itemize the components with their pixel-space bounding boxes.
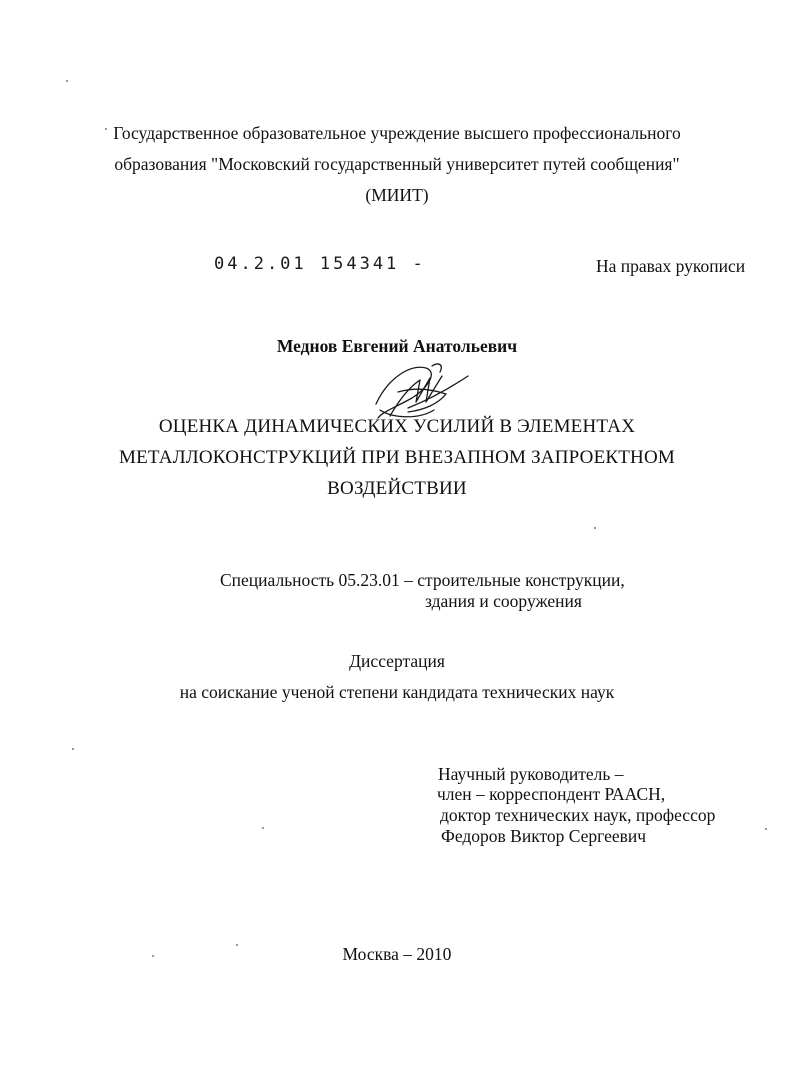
- scan-speck: [152, 955, 154, 957]
- institution-abbreviation: (МИИТ): [365, 185, 429, 205]
- supervisor-name: Федоров Виктор Сергеевич: [441, 826, 647, 846]
- institution-line-1: Государственное образовательное учреждение высшего профессионального: [113, 123, 681, 143]
- registration-stamp-number: 04.2.01 154341 -: [214, 254, 426, 274]
- scan-speck: [236, 944, 238, 946]
- place-and-year: Москва – 2010: [342, 944, 452, 964]
- scan-speck: [66, 80, 68, 82]
- scan-speck: [765, 828, 767, 830]
- scan-speck: [262, 827, 264, 829]
- specialty-line-2: здания и сооружения: [425, 591, 582, 611]
- specialty-line-1: Специальность 05.23.01 – строительные конструкции,: [220, 570, 625, 590]
- dissertation-title-line-3: ВОЗДЕЙСТВИИ: [327, 478, 467, 499]
- supervisor-role: Научный руководитель –: [438, 764, 624, 784]
- scan-speck: [72, 748, 74, 750]
- supervisor-rank: член – корреспондент РААСН,: [437, 784, 666, 804]
- scan-speck: [594, 527, 596, 529]
- institution-line-2: образования "Московский государственный университет путей сообщения": [114, 154, 680, 174]
- scan-speck: [105, 128, 107, 130]
- dissertation-title-line-1: ОЦЕНКА ДИНАМИЧЕСКИХ УСИЛИЙ В ЭЛЕМЕНТАХ: [158, 416, 636, 437]
- supervisor-degree: доктор технических наук, профессор: [440, 805, 716, 825]
- dissertation-title-line-2: МЕТАЛЛОКОНСТРУКЦИЙ ПРИ ВНЕЗАПНОМ ЗАПРОЕКТНОМ: [119, 447, 675, 468]
- degree-statement: на соискание ученой степени кандидата технических наук: [179, 682, 615, 702]
- dissertation-label: Диссертация: [349, 651, 445, 671]
- manuscript-rights-note: На правах рукописи: [596, 256, 746, 276]
- author-name: Меднов Евгений Анатольевич: [276, 336, 518, 356]
